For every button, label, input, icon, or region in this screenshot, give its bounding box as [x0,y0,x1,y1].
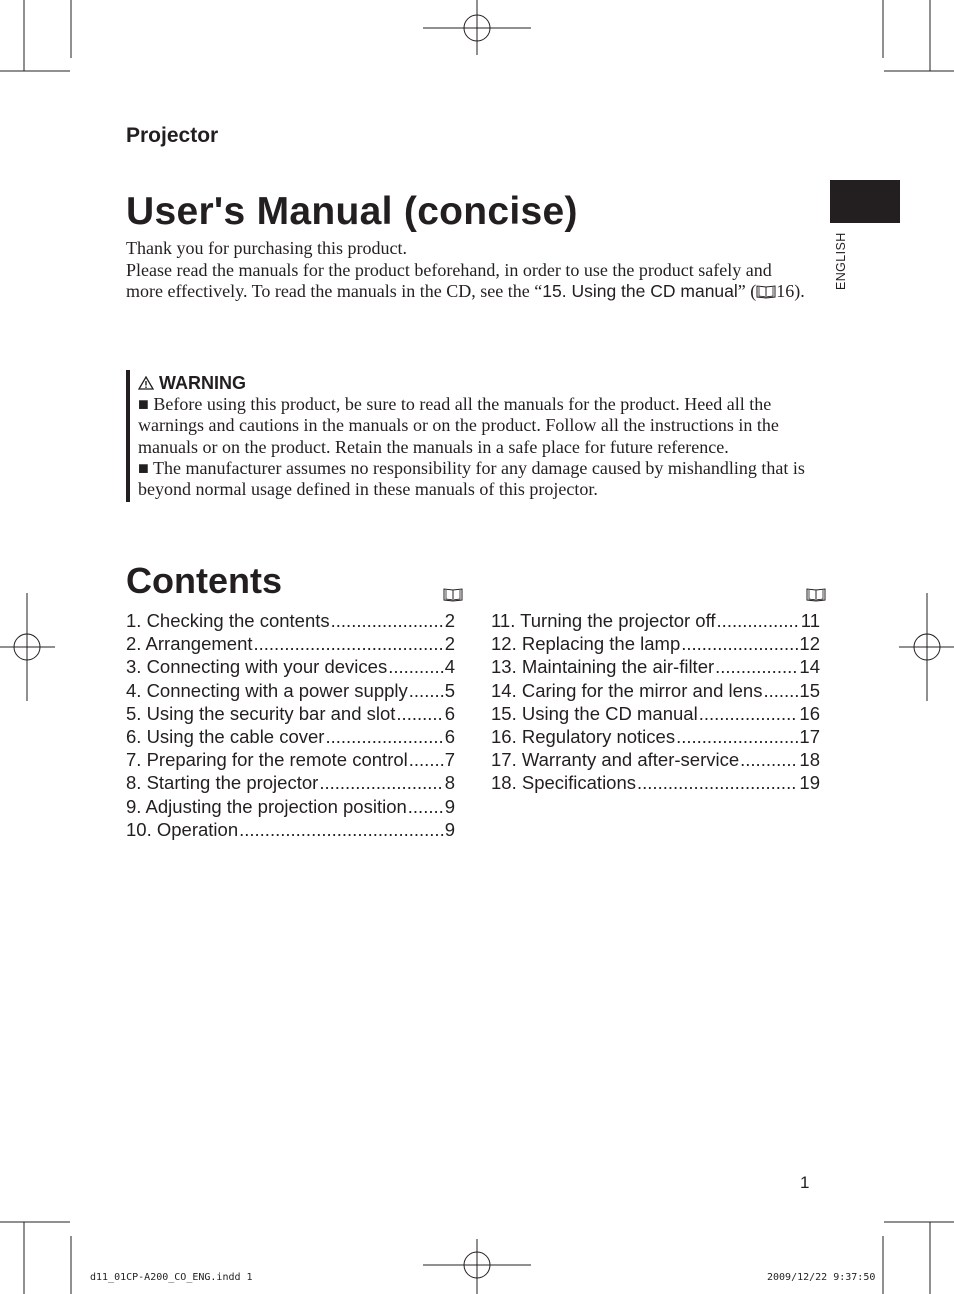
toc-entry-page: 12 [799,633,820,655]
toc-entry[interactable] [126,796,455,819]
toc-entry-page: 14 [799,656,820,678]
warning-paragraph-1: ■ Before using this product, be sure to read all the manuals for the product. Heed all the warnings and cautions in the manuals or on the product. Follow all the instructions in the manuals or on the product. Retain the manuals in a safe place for future reference. [138,394,779,457]
toc-entry-label: 10. Operation [126,818,239,840]
toc-entry-label: 7. Preparing for the remote control [126,749,408,771]
toc-leader-dots [325,726,443,748]
toc-entry[interactable] [126,680,455,703]
toc-leader-dots [409,680,444,702]
toc-entry[interactable] [126,656,455,679]
toc-leader-dots [676,726,798,748]
footer-filename: d11_01CP-A200_CO_ENG.indd 1 [90,1272,253,1283]
language-tab [830,180,900,223]
warning-heading [138,373,246,394]
toc-leader-dots [637,772,798,794]
toc-entry-label: 3. Connecting with your devices [126,656,388,678]
toc-entry-page: 17 [799,725,820,747]
toc-entry[interactable] [126,749,455,772]
toc-entry-page: 15 [799,679,820,701]
toc-leader-dots [740,749,798,771]
toc-entry-page: 2 [444,610,455,631]
toc-entry-label: 12. Replacing the lamp [491,633,681,655]
toc-entry-label: 4. Connecting with a power supply [126,679,408,701]
warning-paragraph-2: ■ The manufacturer assumes no responsibility for any damage caused by mishandling that is beyond normal usage defined in these manuals of this projector. [138,457,805,500]
intro-line-1: Thank you for purchasing this product. [126,238,407,258]
toc-entry-page: 16 [799,702,820,724]
toc-leader-dots [396,703,443,725]
toc-entry-page: 6 [444,725,455,747]
toc-entry-page: 19 [799,772,820,794]
toc-entry[interactable] [491,772,820,795]
toc-entry-page: 2 [444,633,455,655]
footer-timestamp: 2009/12/22 9:37:50 [767,1272,876,1283]
intro-text-part2: ” ( [737,281,757,301]
toc-entry-page: 9 [444,795,455,817]
toc-leader-dots [331,610,444,632]
toc-leader-dots [717,610,800,632]
toc-entry-page: 8 [444,772,455,794]
toc-entry-label: 2. Arrangement [126,633,253,655]
document-title: User's Manual (concise) [126,190,578,233]
book-icon-left-column [443,587,463,602]
warning-heading-label: WARNING [159,373,247,393]
toc-entry-label: 15. Using the CD manual [491,702,698,724]
warning-body [138,394,838,500]
toc-entry-label: 1. Checking the contents [126,610,330,631]
reference-page: 16 [776,281,795,301]
toc-leader-dots [763,680,798,702]
toc-leader-dots [715,656,798,678]
toc-entry-page: 5 [444,679,455,701]
language-label: ENGLISH [834,232,848,290]
toc-entry-page: 11 [800,610,820,631]
toc-entry[interactable] [491,703,820,726]
toc-entry[interactable] [491,633,820,656]
toc-entry-label: 14. Caring for the mirror and lens [491,679,763,701]
toc-leader-dots [408,796,444,818]
page-number: 1 [800,1173,810,1192]
intro-text-part1: Please read the manuals for the product beforehand, in order to use the product safely and more effectively. To read the manuals in the CD, see the “ [126,259,772,301]
toc-entry[interactable] [126,772,455,795]
toc-entry[interactable] [126,610,455,633]
intro-text-end: ). [794,281,805,301]
toc-entry[interactable] [491,726,820,749]
toc-entry-page: 7 [444,749,455,771]
toc-entry-label: 11. Turning the projector off [491,610,716,631]
toc-leader-dots [319,772,443,794]
intro-text [126,238,806,303]
toc-entry[interactable] [491,680,820,703]
toc-entry-label: 13. Maintaining the air-filter [491,656,715,678]
toc-entry[interactable] [126,633,455,656]
toc-entry-label: 18. Specifications [491,772,637,794]
toc-entry[interactable] [126,726,455,749]
book-icon-right-column [806,587,826,602]
toc-entry-page: 18 [799,749,820,771]
document-subtitle: Projector [126,124,219,147]
toc-right-column [491,610,820,796]
toc-leader-dots [699,703,799,725]
toc-leader-dots [388,656,444,678]
toc-leader-dots [239,819,444,841]
toc-leader-dots [681,633,798,655]
toc-entry-label: 6. Using the cable cover [126,725,325,747]
toc-entry[interactable] [491,610,820,633]
toc-leader-dots [254,633,444,655]
toc-entry[interactable] [126,819,455,842]
toc-entry-label: 8. Starting the projector [126,772,319,794]
toc-entry[interactable] [126,703,455,726]
manual-reference-link[interactable]: 15. Using the CD manual [542,281,738,301]
toc-entry-page: 9 [444,818,455,840]
toc-entry-label: 5. Using the security bar and slot [126,702,396,724]
toc-entry-page: 6 [444,702,455,724]
intro-paragraph [126,260,806,303]
toc-entry-label: 9. Adjusting the projection position [126,795,407,817]
toc-entry-page: 4 [444,656,455,678]
toc-entry[interactable] [491,749,820,772]
contents-heading: Contents [126,560,282,601]
toc-entry-label: 17. Warranty and after-service [491,749,740,771]
toc-leader-dots [409,749,444,771]
book-icon [756,284,776,299]
toc-entry[interactable] [491,656,820,679]
toc-entry-label: 16. Regulatory notices [491,725,676,747]
toc-left-column [126,610,455,842]
warning-triangle-icon [138,376,154,390]
